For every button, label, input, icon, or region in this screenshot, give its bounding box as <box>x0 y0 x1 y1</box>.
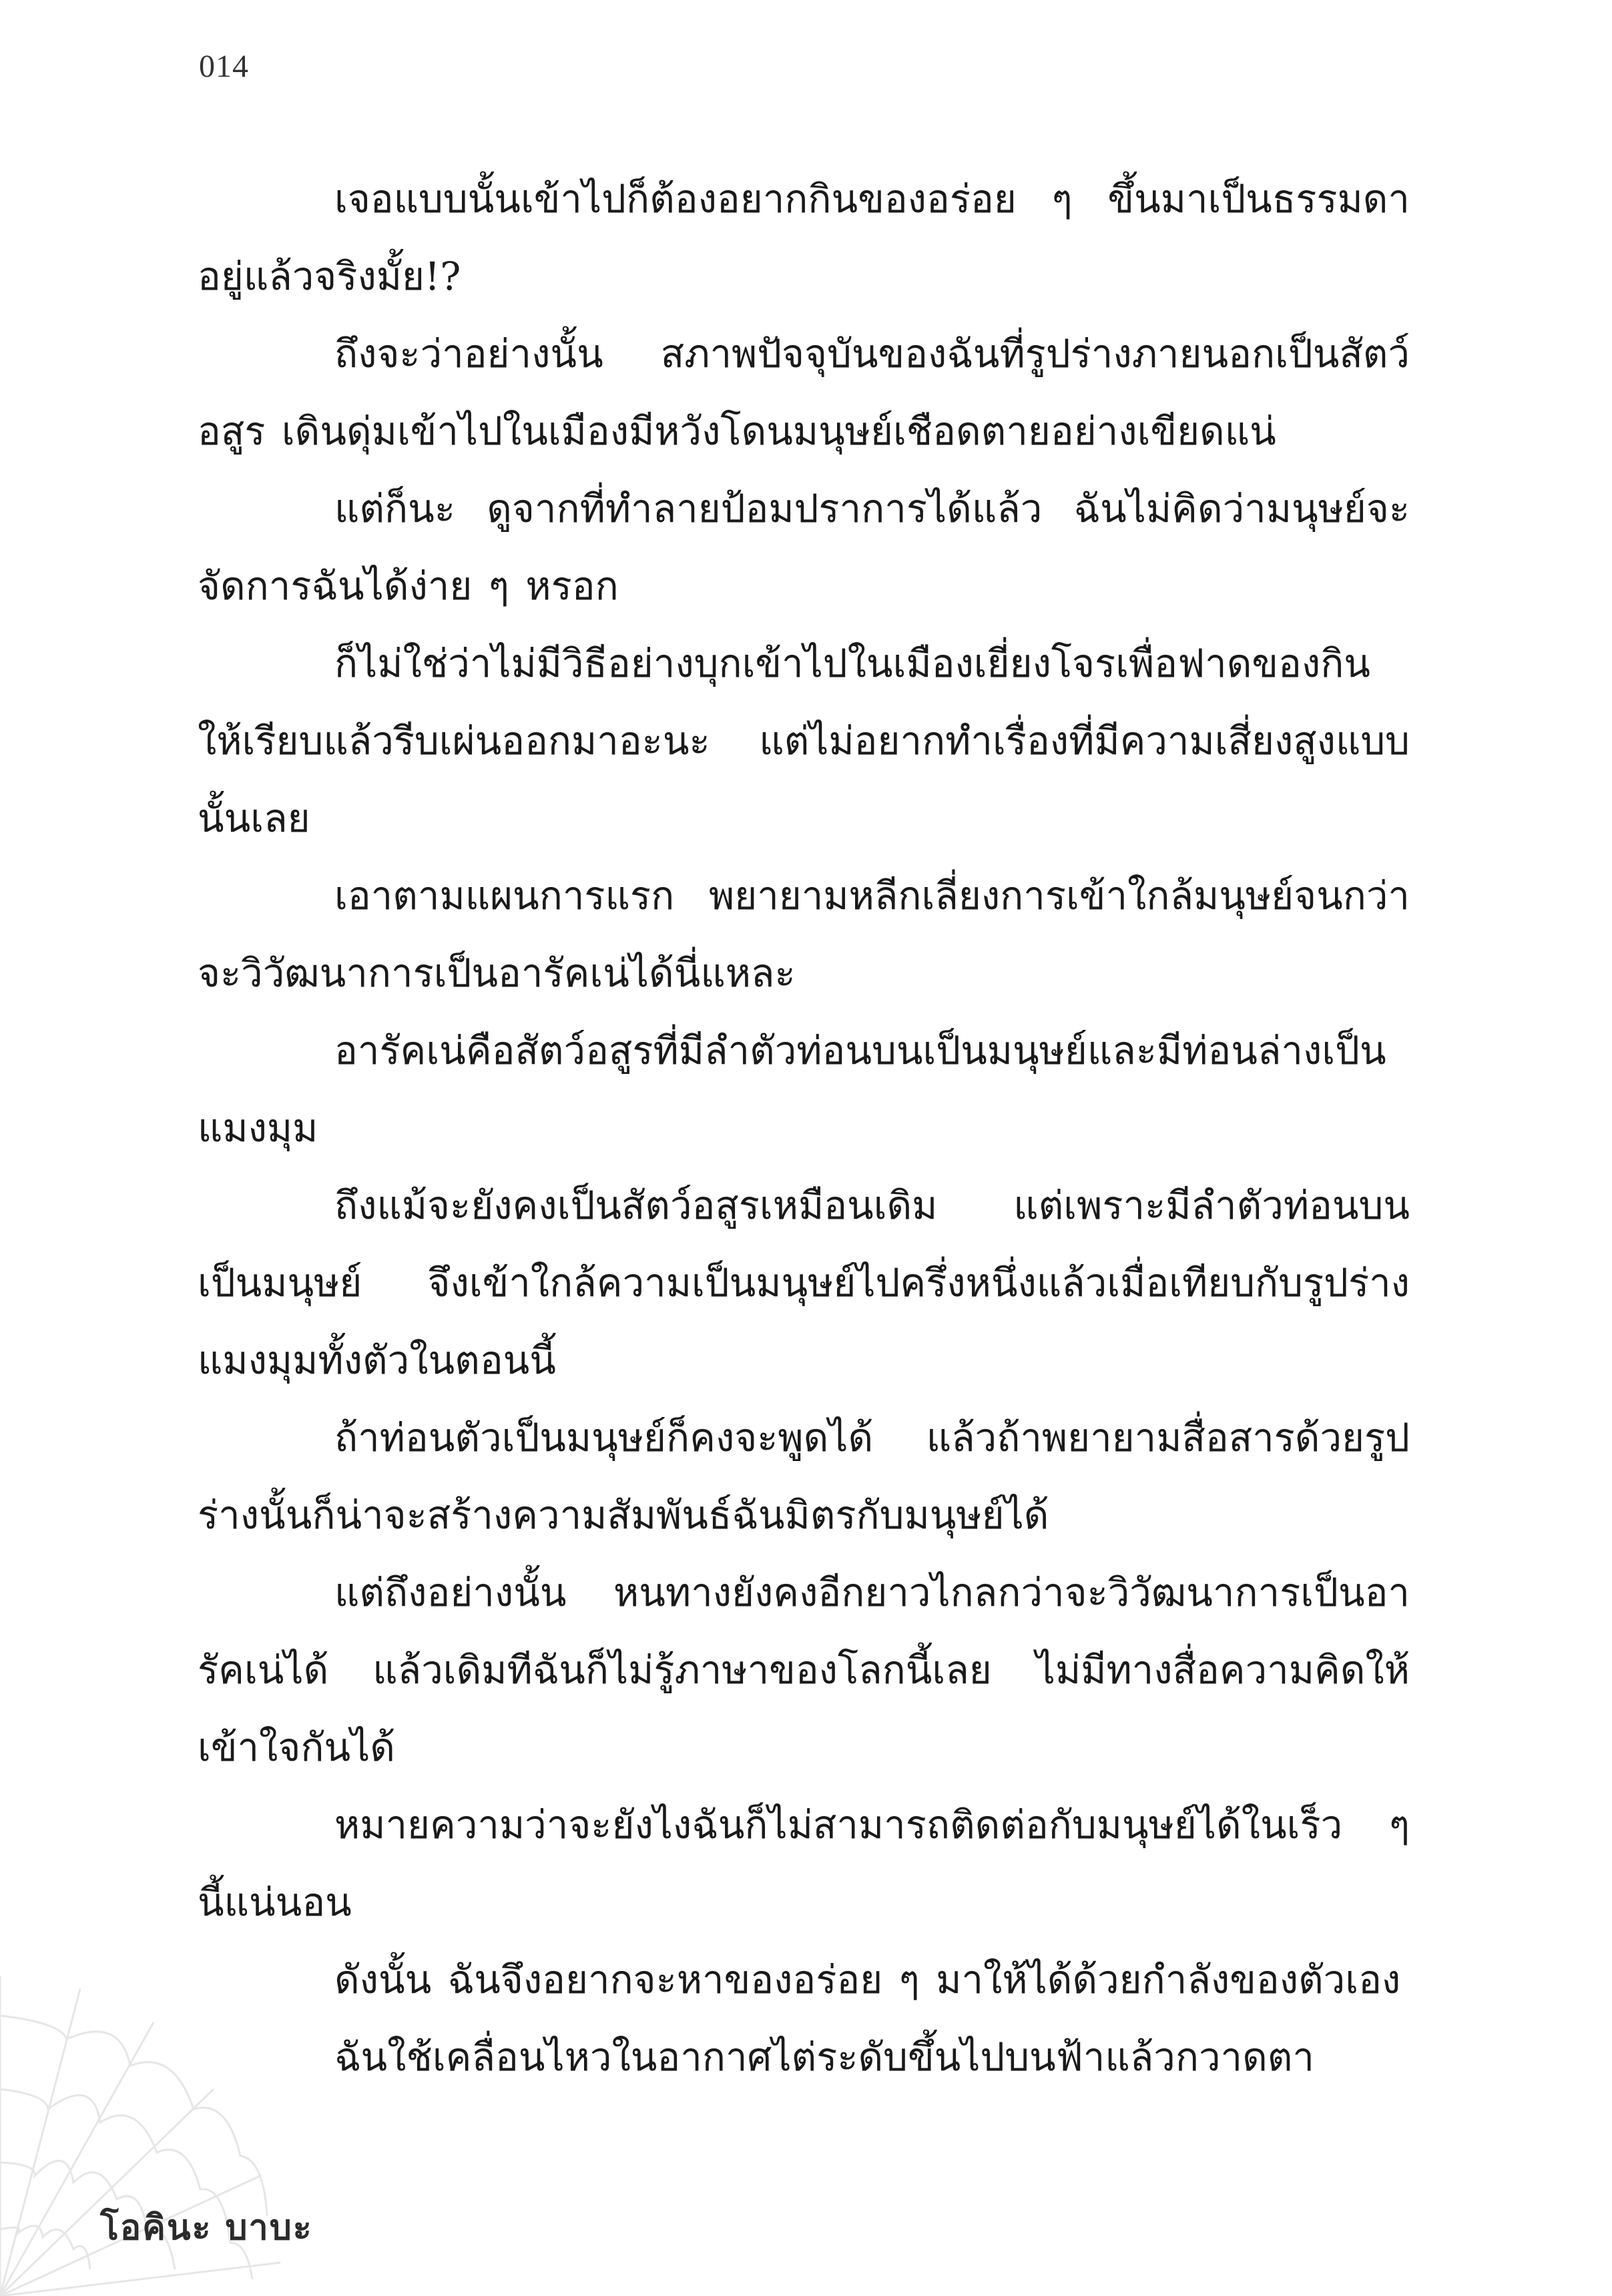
paragraph: เอาตามแผนการแรก พยายามหลีกเลี่ยงการเข้าใกล้มนุษย์จนกว่าจะวิวัฒนาการเป็นอารัคเน่ได้นี่แหละ <box>198 873 1410 996</box>
paragraph: แต่ก็นะ ดูจากที่ทำลายป้อมปราการได้แล้ว ฉันไม่คิดว่ามนุษย์จะจัดการฉันได้ง่าย ๆ หรอก <box>198 486 1410 609</box>
paragraph: ดังนั้น ฉันจึงอยากจะหาของอร่อย ๆ มาให้ได้ด้วยกำลังของตัวเอง <box>334 1957 1401 2002</box>
paragraph: แต่ถึงอย่างนั้น หนทางยังคงอีกยาวไกลกว่าจะวิวัฒนาการเป็นอารัคเน่ได้ แล้วเดิมทีฉันก็ไม่รู้ภาษาของโลกนี้เลย ไม่มีทางสื่อความคิดให้เข้าใจกันได้ <box>198 1570 1410 1770</box>
paragraph: เจอแบบนั้นเข้าไปก็ต้องอยากกินของอร่อย ๆ ขึ้นมาเป็นธรรมดาอยู่แล้วจริงมั้ย!? <box>198 176 1410 299</box>
paragraph: อารัคเน่คือสัตว์อสูรที่มีลำตัวท่อนบนเป็นมนุษย์และมีท่อนล่างเป็นแมงมุม <box>198 1028 1386 1151</box>
paragraph: ฉันใช้เคลื่อนไหวในอากาศไต่ระดับขึ้นไปบนฟ้าแล้วกวาดตา <box>334 2034 1314 2080</box>
footer-author: โอคินะ บาบะ <box>100 2208 313 2248</box>
paragraph: ถ้าท่อนตัวเป็นมนุษย์ก็คงจะพูดได้ แล้วถ้าพยายามสื่อสารด้วยรูปร่างนั้นก็น่าจะสร้างความสัมพันธ์ฉันมิตรกับมนุษย์ได้ <box>198 1415 1410 1538</box>
page-number: 014 <box>199 49 249 84</box>
paragraph: หมายความว่าจะยังไงฉันก็ไม่สามารถติดต่อกับมนุษย์ได้ในเร็ว ๆ นี้แน่นอน <box>198 1802 1410 1925</box>
body-text <box>198 160 1410 2096</box>
paragraph: ก็ไม่ใช่ว่าไม่มีวิธีอย่างบุกเข้าไปในเมืองเยี่ยงโจรเพื่อฟาดของกินให้เรียบแล้วรีบเผ่นออกมาอะนะ แต่ไม่อยากทำเรื่องที่มีความเสี่ยงสูงแบบนั้นเลย <box>198 641 1410 841</box>
paragraph: ถึงแม้จะยังคงเป็นสัตว์อสูรเหมือนเดิม แต่เพราะมีลำตัวท่อนบนเป็นมนุษย์ จึงเข้าใกล้ความเป็นมนุษย์ไปครึ่งหนึ่งแล้วเมื่อเทียบกับรูปร่างแมงมุมทั้งตัวในตอนนี้ <box>198 1183 1410 1383</box>
paragraph: ถึงจะว่าอย่างนั้น สภาพปัจจุบันของฉันที่รูปร่างภายนอกเป็นสัตว์อสูร เดินดุ่มเข้าไปในเมืองมีหวังโดนมนุษย์เชือดตายอย่างเขียดแน่ <box>198 331 1410 454</box>
